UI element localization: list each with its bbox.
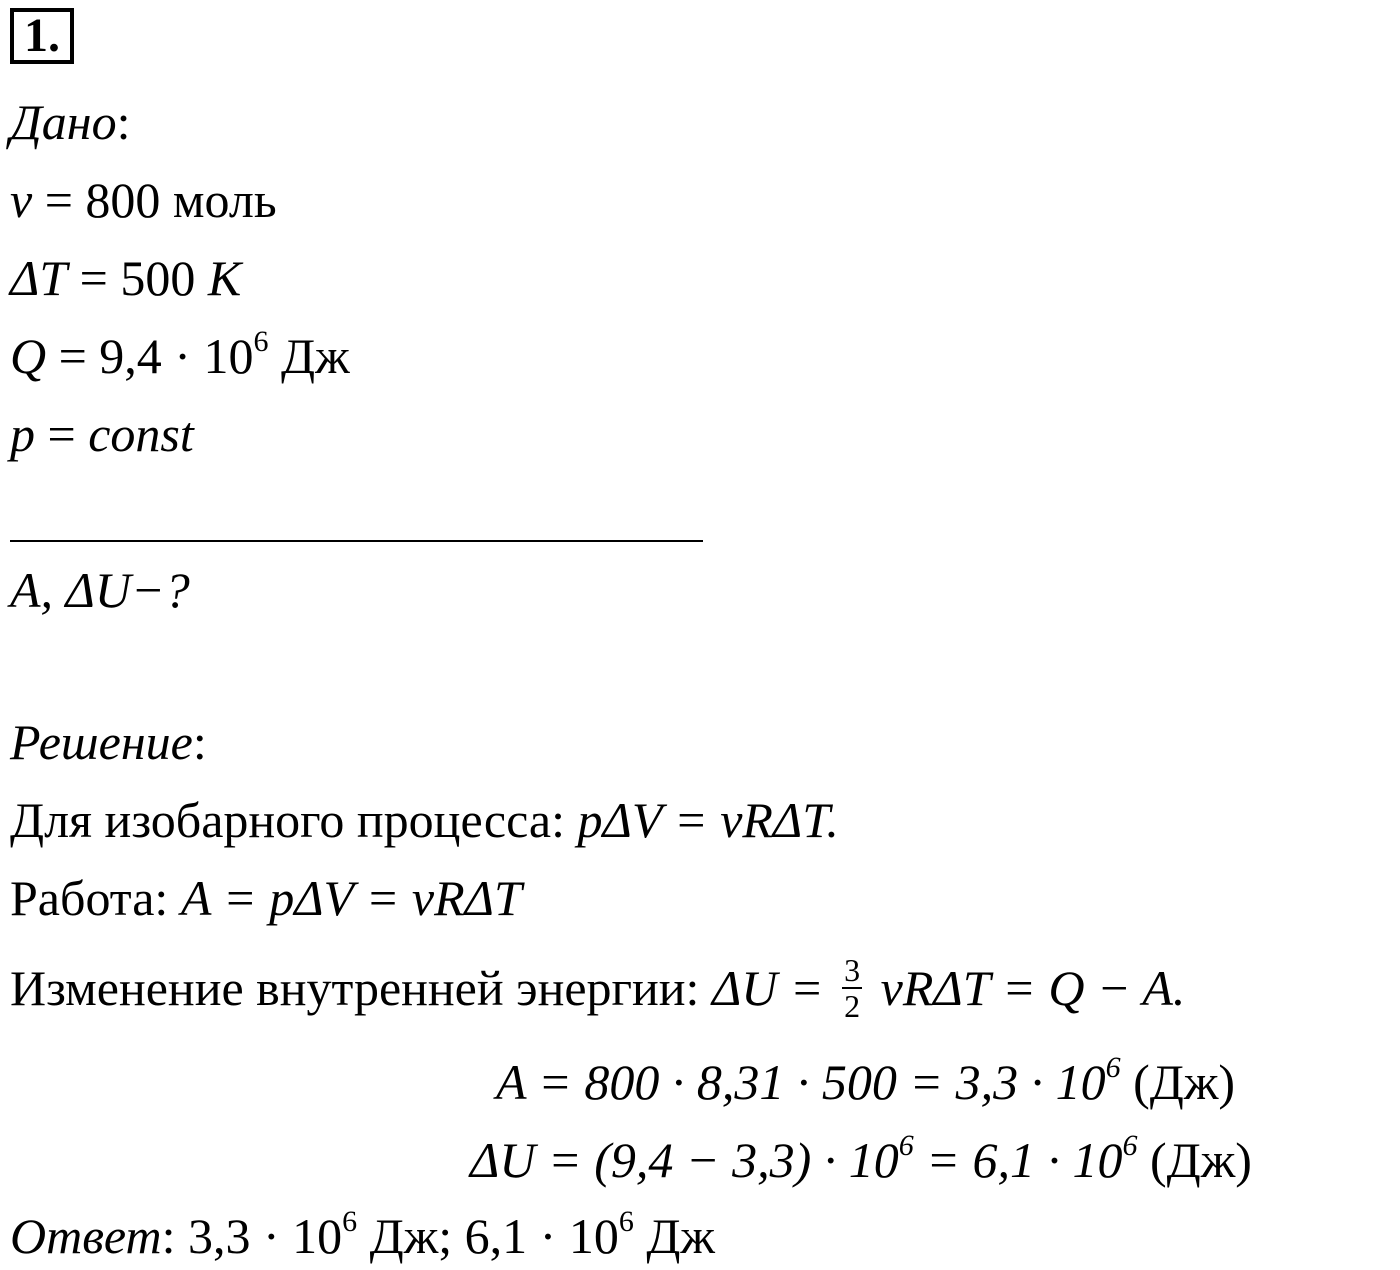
calc-2-exponent-1: 6: [898, 1129, 914, 1163]
answer-exponent-2: 6: [618, 1205, 634, 1239]
given-q-exponent: 6: [253, 325, 269, 359]
given-nu-symbol: ν: [10, 172, 33, 228]
given-colon: :: [116, 94, 131, 150]
solution-colon: :: [192, 714, 207, 770]
solution-heading-line: [10, 712, 207, 772]
solution-line-3-text: Изменение внутренней энергии:: [10, 960, 712, 1016]
given-q-unit: Дж: [268, 328, 350, 384]
fraction-denominator: 2: [844, 987, 861, 1024]
calc-line-1: [496, 1052, 1235, 1112]
given-divider: [10, 540, 703, 542]
given-line-q: [10, 326, 350, 386]
problem-number: 1.: [24, 9, 60, 62]
answer-part-3: Дж: [633, 1208, 715, 1264]
solution-line-3-rhs: νRΔT = Q − A.: [868, 960, 1186, 1016]
given-p-symbol: p: [10, 406, 35, 462]
given-heading: Дано: [10, 94, 117, 150]
calc-line-2: [470, 1130, 1252, 1190]
calc-2-main: ΔU = (9,4 − 3,3) · 10: [470, 1132, 899, 1188]
given-nu-value: = 800: [32, 172, 173, 228]
answer-part-2: Дж; 6,1 · 10: [357, 1208, 619, 1264]
calc-2-exponent-2: 6: [1122, 1129, 1138, 1163]
given-heading-line: [10, 92, 131, 152]
given-q-symbol: Q: [10, 328, 47, 384]
answer-heading: Ответ: [10, 1208, 162, 1264]
given-p-eq: =: [35, 406, 89, 462]
given-dt-symbol: ΔT: [10, 250, 68, 306]
solution-line-1: [10, 790, 839, 850]
calc-1-main: A = 800 · 8,31 · 500 = 3,3 · 10: [496, 1054, 1106, 1110]
given-line-nu: [10, 170, 277, 230]
calc-1-unit: (Дж): [1120, 1054, 1236, 1110]
calc-2-unit: (Дж): [1137, 1132, 1252, 1188]
fraction-numerator: 3: [844, 951, 861, 988]
unknown-line: [10, 560, 190, 620]
answer-colon: :: [161, 1208, 188, 1264]
solution-line-3: [10, 951, 1186, 1029]
given-nu-unit: моль: [172, 172, 277, 228]
answer-line: [10, 1206, 715, 1266]
solution-line-2-formula: A = pΔV = νRΔT: [180, 870, 522, 926]
unknown-text: A, ΔU−?: [10, 562, 190, 618]
answer-part-1: 3,3 · 10: [187, 1208, 343, 1264]
solution-line-1-text: Для изобарного процесса:: [10, 792, 578, 848]
given-line-dt: [10, 248, 241, 308]
given-q-value: = 9,4 · 10: [46, 328, 254, 384]
calc-2-result: = 6,1 · 10: [913, 1132, 1123, 1188]
given-p-value: const: [88, 406, 194, 462]
fraction: [842, 953, 862, 1023]
given-line-p: [10, 404, 194, 464]
solution-line-3-lhs: ΔU =: [711, 960, 837, 1016]
solution-line-2-text: Работа:: [10, 870, 181, 926]
solution-heading: Решение: [10, 714, 193, 770]
problem-number-box: [10, 8, 74, 64]
calc-1-exponent: 6: [1105, 1051, 1121, 1085]
given-dt-unit: K: [207, 250, 242, 306]
answer-exponent-1: 6: [342, 1205, 358, 1239]
given-dt-value: = 500: [67, 250, 208, 306]
solution-line-1-formula: pΔV = νRΔT.: [577, 792, 839, 848]
solution-line-2: [10, 868, 522, 928]
